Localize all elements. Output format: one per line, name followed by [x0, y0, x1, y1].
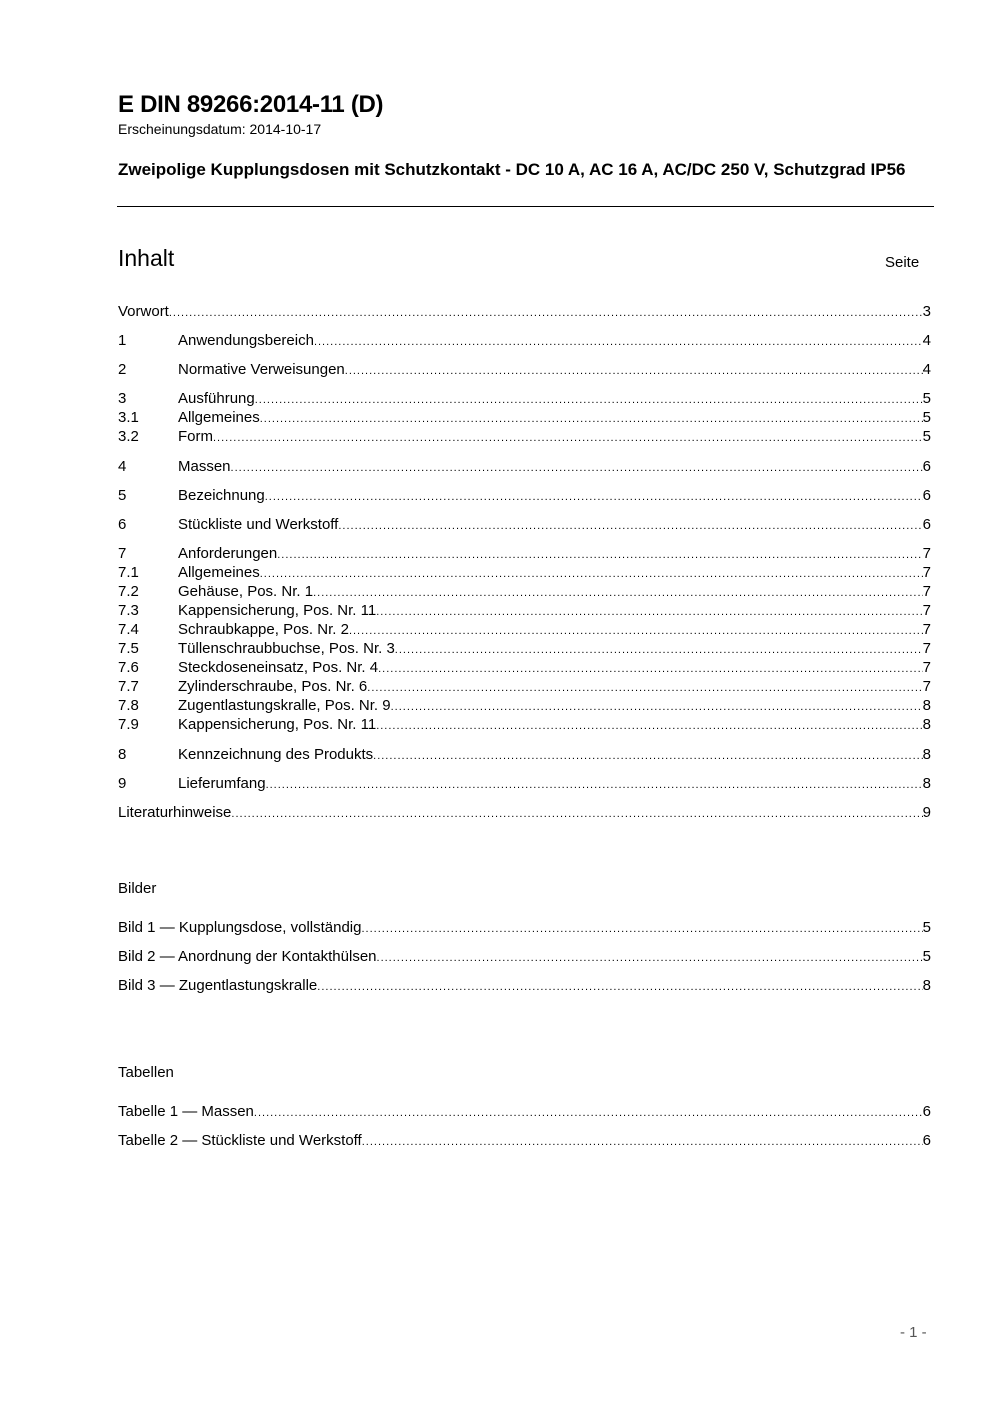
- toc-entry-number: 3.1: [118, 409, 139, 426]
- table-entry-2[interactable]: [118, 1131, 931, 1150]
- dot-leader: [362, 920, 923, 939]
- toc-entry-label: Tüllenschraubbuchse, Pos. Nr. 3: [178, 640, 395, 657]
- dot-leader: [169, 304, 923, 323]
- figure-entry-2[interactable]: [118, 947, 931, 966]
- dot-leader: [345, 362, 923, 381]
- toc-entry-4[interactable]: [118, 457, 931, 476]
- toc-entry-7-1[interactable]: [118, 563, 931, 582]
- figures-heading: Bilder: [118, 880, 157, 897]
- toc-entry-3[interactable]: [118, 389, 931, 408]
- toc-entry-7-3[interactable]: [118, 601, 931, 620]
- toc-entry-number: 7: [118, 545, 127, 562]
- toc-entry-label: Literaturhinweise: [118, 804, 232, 821]
- toc-entry-vorwort[interactable]: [118, 302, 931, 321]
- page-number: - 1 -: [900, 1324, 927, 1341]
- tables-heading: Tabellen: [118, 1064, 174, 1081]
- toc-entry-3-2[interactable]: [118, 427, 931, 446]
- toc-entry-label: Bezeichnung: [178, 487, 265, 504]
- toc-entry-page: 7: [922, 564, 931, 581]
- publication-date: Erscheinungsdatum: 2014-10-17: [118, 121, 322, 137]
- dot-leader: [231, 459, 923, 478]
- toc-entry-8[interactable]: [118, 745, 931, 764]
- document-title: Zweipolige Kupplungsdosen mit Schutzkontakt - DC 10 A, AC 16 A, AC/DC 250 V, Schutzgrad IP56: [118, 160, 906, 179]
- toc-entry-7-2[interactable]: [118, 582, 931, 601]
- toc-entry-label: Kennzeichnung des Produkts: [178, 746, 374, 763]
- toc-entry-label: Zugentlastungskralle, Pos. Nr. 9: [178, 697, 391, 714]
- toc-entry-page: 5: [922, 390, 931, 407]
- toc-entry-page: 4: [922, 332, 931, 349]
- toc-entry-page: 5: [922, 409, 931, 426]
- toc-entry-label: Kappensicherung, Pos. Nr. 11: [178, 716, 377, 733]
- toc-heading: Inhalt: [118, 245, 175, 271]
- toc-entry-label: Anforderungen: [178, 545, 278, 562]
- toc-entry-label: Zylinderschraube, Pos. Nr. 6: [178, 678, 368, 695]
- toc-entry-page: 7: [922, 602, 931, 619]
- toc-entry-literaturhinweise[interactable]: [118, 803, 931, 822]
- toc-entry-9[interactable]: [118, 774, 931, 793]
- figure-entry-page: 8: [922, 977, 931, 994]
- table-entry-page: 6: [922, 1132, 931, 1149]
- toc-entry-label: Form: [178, 428, 213, 445]
- toc-entry-number: 5: [118, 487, 127, 504]
- toc-entry-page: 7: [922, 583, 931, 600]
- dot-leader: [265, 488, 923, 507]
- toc-entry-number: 7.3: [118, 602, 139, 619]
- toc-entry-7-4[interactable]: [118, 620, 931, 639]
- toc-entry-label: Gehäuse, Pos. Nr. 1: [178, 583, 314, 600]
- toc-entry-label: Schraubkappe, Pos. Nr. 2: [178, 621, 349, 638]
- toc-entry-page: 8: [922, 775, 931, 792]
- toc-entry-7-8[interactable]: [118, 696, 931, 715]
- toc-entry-number: 2: [118, 361, 127, 378]
- dot-leader: [362, 1133, 923, 1152]
- table-entry-1[interactable]: [118, 1102, 931, 1121]
- toc-entry-label: Allgemeines: [178, 409, 260, 426]
- toc-entry-7-9[interactable]: [118, 715, 931, 734]
- dot-leader: [314, 333, 923, 352]
- toc-entry-label: Stückliste und Werkstoff: [178, 516, 339, 533]
- toc-entry-7-5[interactable]: [118, 639, 931, 658]
- figure-entry-page: 5: [922, 919, 931, 936]
- toc-entry-number: 7.8: [118, 697, 139, 714]
- dot-leader: [254, 1104, 923, 1123]
- toc-entry-page: 8: [922, 697, 931, 714]
- toc-entry-label: Vorwort: [118, 303, 169, 320]
- toc-entry-number: 7.9: [118, 716, 139, 733]
- toc-entry-page: 8: [922, 746, 931, 763]
- dot-leader: [266, 776, 923, 795]
- toc-entry-number: 7.7: [118, 678, 139, 695]
- document-id: E DIN 89266:2014-11 (D): [118, 91, 384, 118]
- toc-entry-page: 7: [922, 640, 931, 657]
- dot-leader: [377, 949, 923, 968]
- toc-entry-page: 6: [922, 458, 931, 475]
- toc-entry-page: 7: [922, 678, 931, 695]
- toc-entry-number: 1: [118, 332, 127, 349]
- toc-entry-7-7[interactable]: [118, 677, 931, 696]
- toc-entry-page: 8: [922, 716, 931, 733]
- toc-entry-label: Anwendungsbereich: [178, 332, 314, 349]
- toc-entry-label: Steckdoseneinsatz, Pos. Nr. 4: [178, 659, 379, 676]
- table-entry-page: 6: [922, 1103, 931, 1120]
- toc-entry-page: 3: [922, 303, 931, 320]
- toc-entry-number: 7.2: [118, 583, 139, 600]
- figure-entry-3[interactable]: [118, 976, 931, 995]
- table-entry-label: Tabelle 1 — Massen: [118, 1103, 254, 1120]
- table-entry-label: Tabelle 2 — Stückliste und Werkstoff: [118, 1132, 362, 1149]
- dot-leader: [213, 429, 923, 448]
- toc-entry-number: 3.2: [118, 428, 139, 445]
- toc-entry-label: Ausführung: [178, 390, 255, 407]
- dot-leader: [317, 978, 922, 997]
- figure-entry-label: Bild 3 — Zugentlastungskralle: [118, 977, 318, 994]
- page-column-label: Seite: [885, 254, 920, 271]
- toc-entry-7-6[interactable]: [118, 658, 931, 677]
- toc-entry-label: Normative Verweisungen: [178, 361, 345, 378]
- toc-entry-number: 7.5: [118, 640, 139, 657]
- toc-entry-number: 4: [118, 458, 127, 475]
- toc-entry-number: 6: [118, 516, 127, 533]
- toc-entry-7[interactable]: [118, 544, 931, 563]
- toc-entry-number: 8: [118, 746, 127, 763]
- toc-entry-page: 7: [922, 545, 931, 562]
- toc-entry-3-1[interactable]: [118, 408, 931, 427]
- figure-entry-1[interactable]: [118, 918, 931, 937]
- toc-entry-number: 7.1: [118, 564, 139, 581]
- title-divider: [117, 206, 934, 207]
- toc-entry-label: Massen: [178, 458, 231, 475]
- toc-entry-page: 7: [922, 659, 931, 676]
- toc-entry-label: Allgemeines: [178, 564, 260, 581]
- toc-entry-number: 7.6: [118, 659, 139, 676]
- toc-entry-2[interactable]: [118, 360, 931, 379]
- dot-leader: [231, 805, 922, 824]
- toc-entry-number: 9: [118, 775, 127, 792]
- toc-entry-page: 4: [922, 361, 931, 378]
- toc-entry-label: Kappensicherung, Pos. Nr. 11: [178, 602, 377, 619]
- toc-entry-number: 3: [118, 390, 127, 407]
- toc-entry-6[interactable]: [118, 515, 931, 534]
- toc-entry-page: 9: [922, 804, 931, 821]
- dot-leader: [376, 717, 922, 736]
- dot-leader: [373, 747, 923, 766]
- toc-entry-page: 6: [922, 516, 931, 533]
- figure-entry-page: 5: [922, 948, 931, 965]
- figure-entry-label: Bild 2 — Anordnung der Kontakthülsen: [118, 948, 377, 965]
- toc-entry-1[interactable]: [118, 331, 931, 350]
- toc-entry-label: Lieferumfang: [178, 775, 266, 792]
- toc-entry-page: 6: [922, 487, 931, 504]
- figure-entry-label: Bild 1 — Kupplungsdose, vollständig: [118, 919, 362, 936]
- dot-leader: [338, 517, 922, 536]
- toc-entry-page: 5: [922, 428, 931, 445]
- toc-entry-number: 7.4: [118, 621, 139, 638]
- toc-entry-5[interactable]: [118, 486, 931, 505]
- toc-entry-page: 7: [922, 621, 931, 638]
